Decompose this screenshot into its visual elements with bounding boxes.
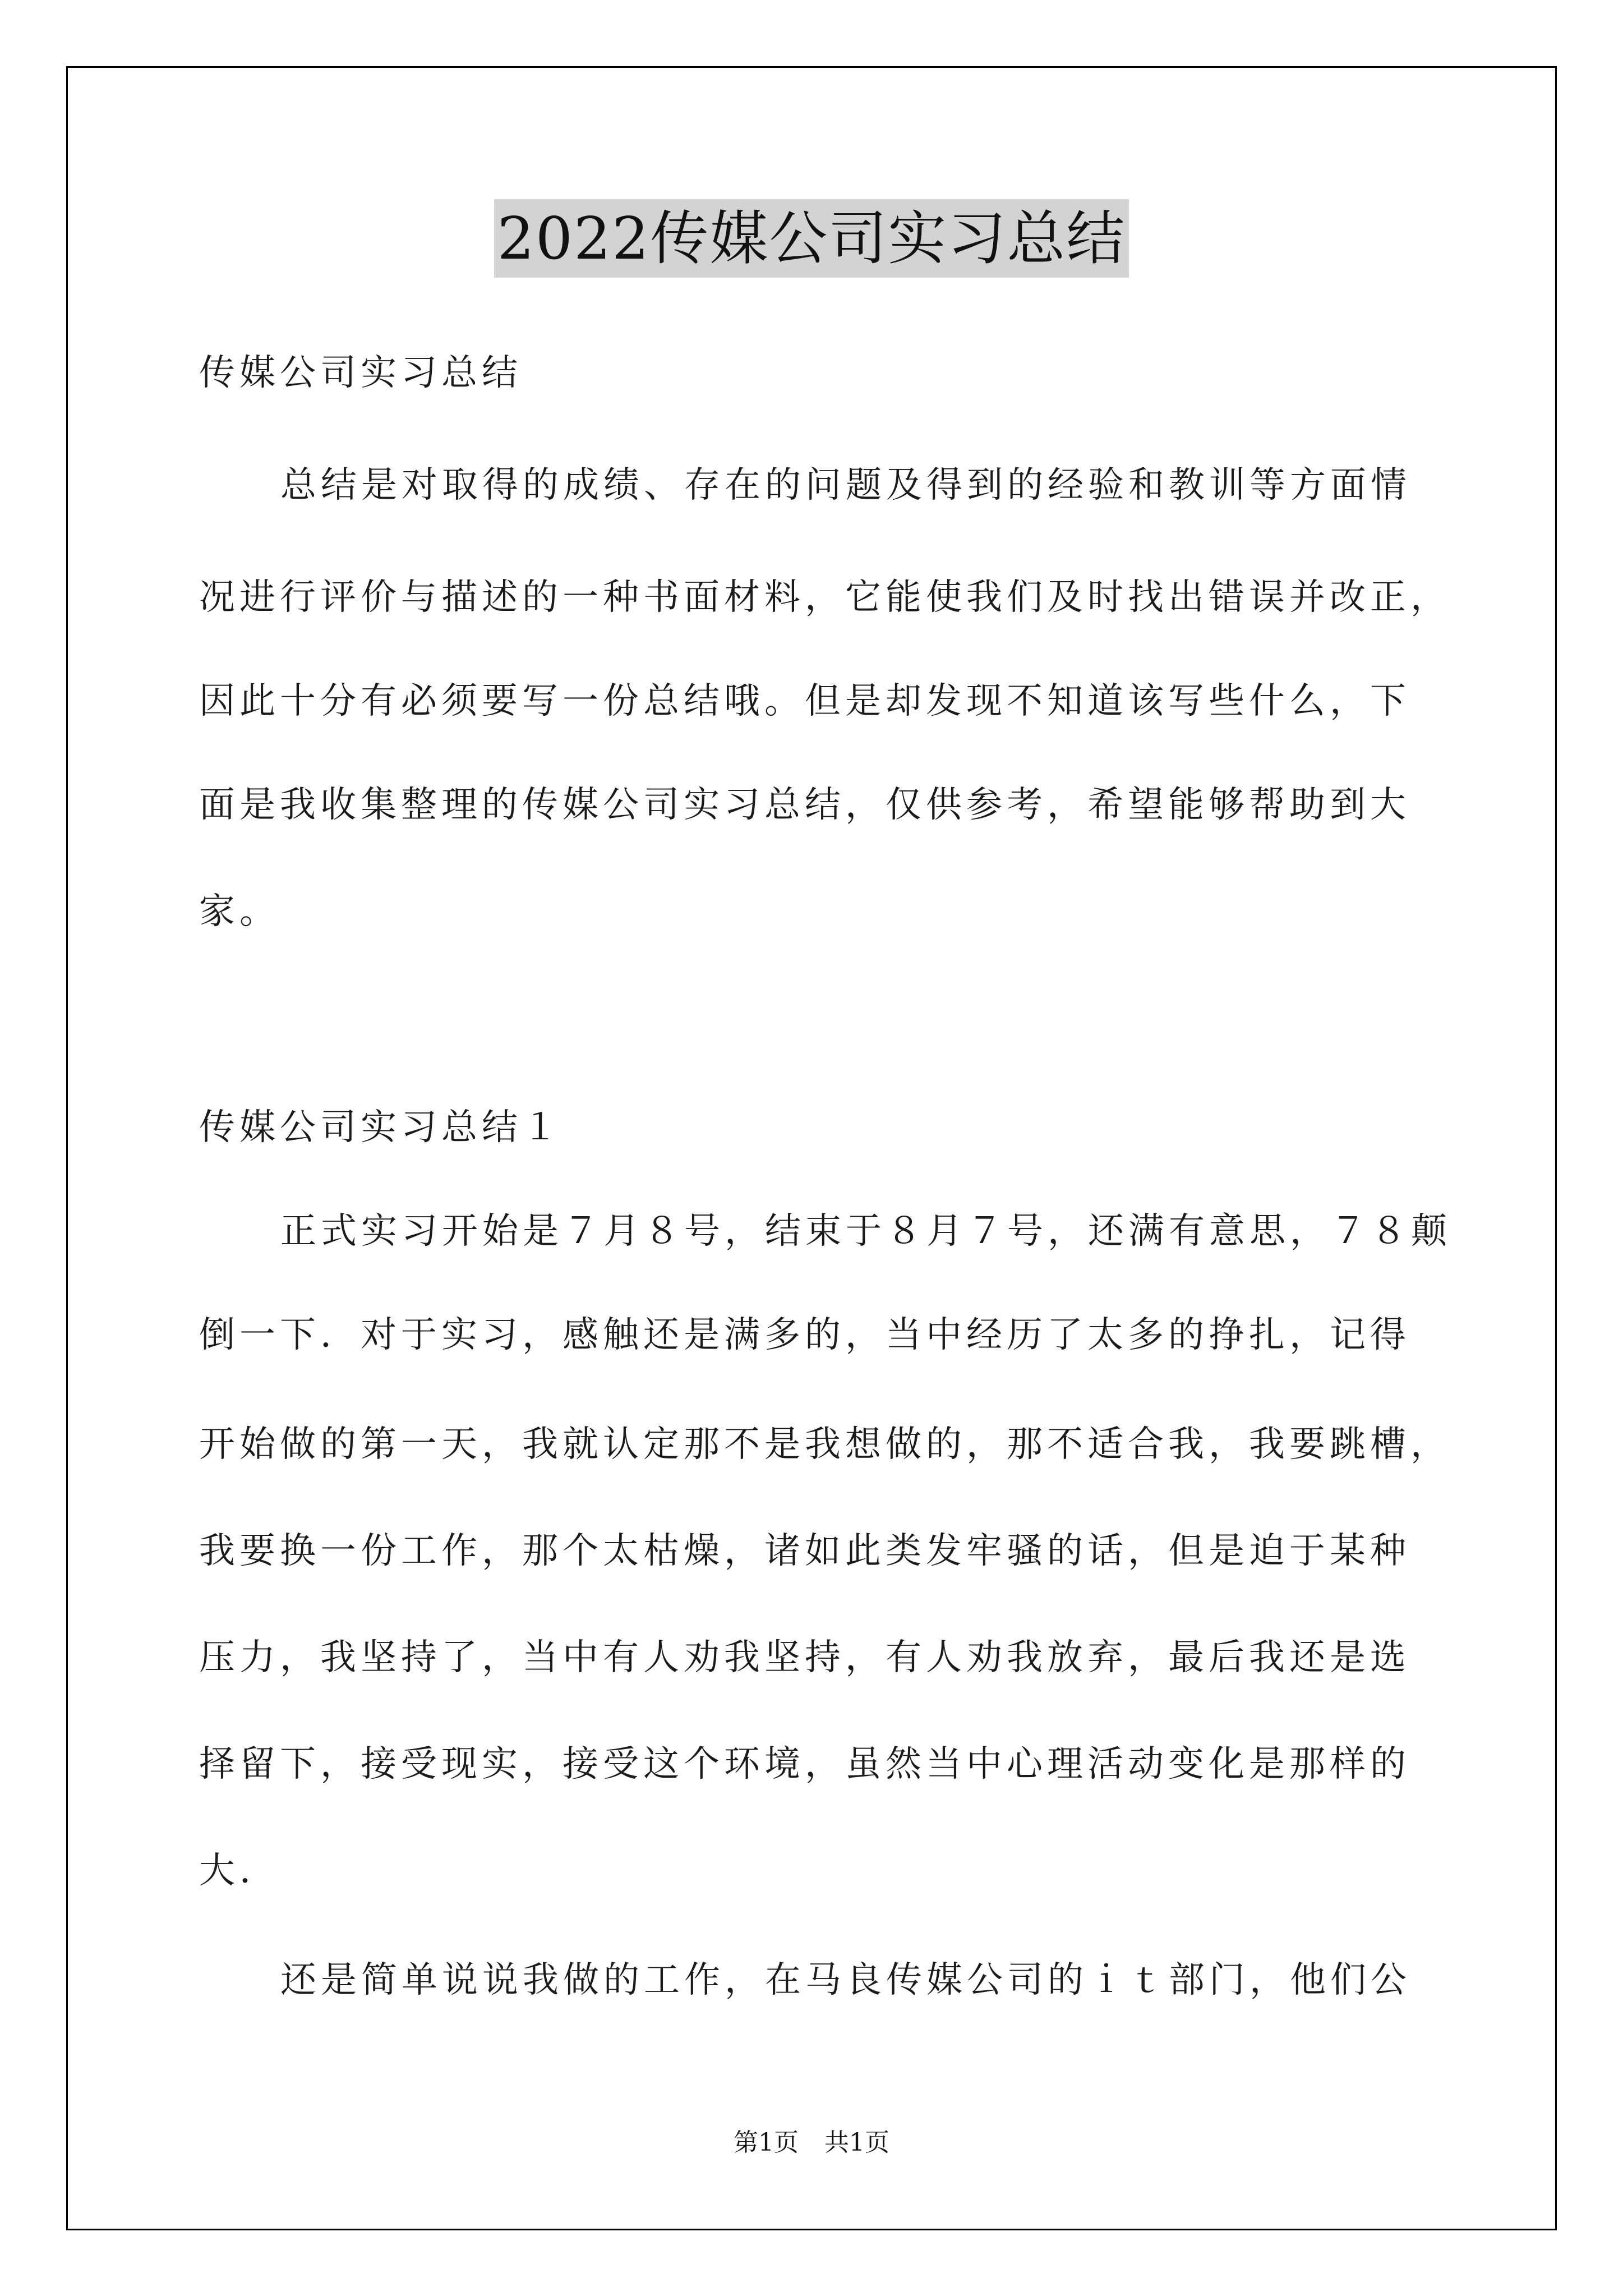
intro-line: 面是我收集整理的传媒公司实习总结，仅供参考，希望能够帮助到大 xyxy=(199,784,1410,826)
page-number: 第1页 xyxy=(734,2128,799,2157)
section-line: 开始做的第一天，我就认定那不是我想做的，那不适合我，我要跳槽， xyxy=(199,1424,1451,1465)
page-total: 共1页 xyxy=(824,2128,889,2157)
section-line: 我要换一份工作，那个太枯燥，诸如此类发牢骚的话，但是迫于某种 xyxy=(199,1530,1410,1572)
section-line: 择留下，接受现实，接受这个环境，虽然当中心理活动变化是那样的 xyxy=(199,1743,1410,1785)
intro-line: 总结是对取得的成绩、存在的问题及得到的经验和教训等方面情 xyxy=(280,464,1411,506)
section-line: 大． xyxy=(199,1850,280,1892)
section-heading: 传媒公司实习总结１ xyxy=(199,1107,562,1148)
intro-line: 因此十分有必须要写一份总结哦。但是却发现不知道该写些什么，下 xyxy=(199,680,1410,722)
page-footer xyxy=(0,2126,1623,2160)
section-line: 正式实习开始是７月８号，结束于８月７号，还满有意思，７８颠 xyxy=(280,1211,1451,1252)
paragraph-line: 还是简单说说我做的工作，在马良传媒公司的ｉｔ部门，他们公 xyxy=(280,1959,1411,2001)
subtitle: 传媒公司实习总结 xyxy=(199,352,522,394)
intro-line: 况进行评价与描述的一种书面材料，它能使我们及时找出错误并改正， xyxy=(199,577,1451,618)
document-title: 2022传媒公司实习总结 xyxy=(494,199,1129,278)
intro-line: 家。 xyxy=(199,891,280,932)
section-line: 压力，我坚持了，当中有人劝我坚持，有人劝我放弃，最后我还是选 xyxy=(199,1637,1410,1678)
section-line: 倒一下．对于实习，感触还是满多的，当中经历了太多的挣扎，记得 xyxy=(199,1314,1410,1356)
title-container xyxy=(0,199,1623,278)
